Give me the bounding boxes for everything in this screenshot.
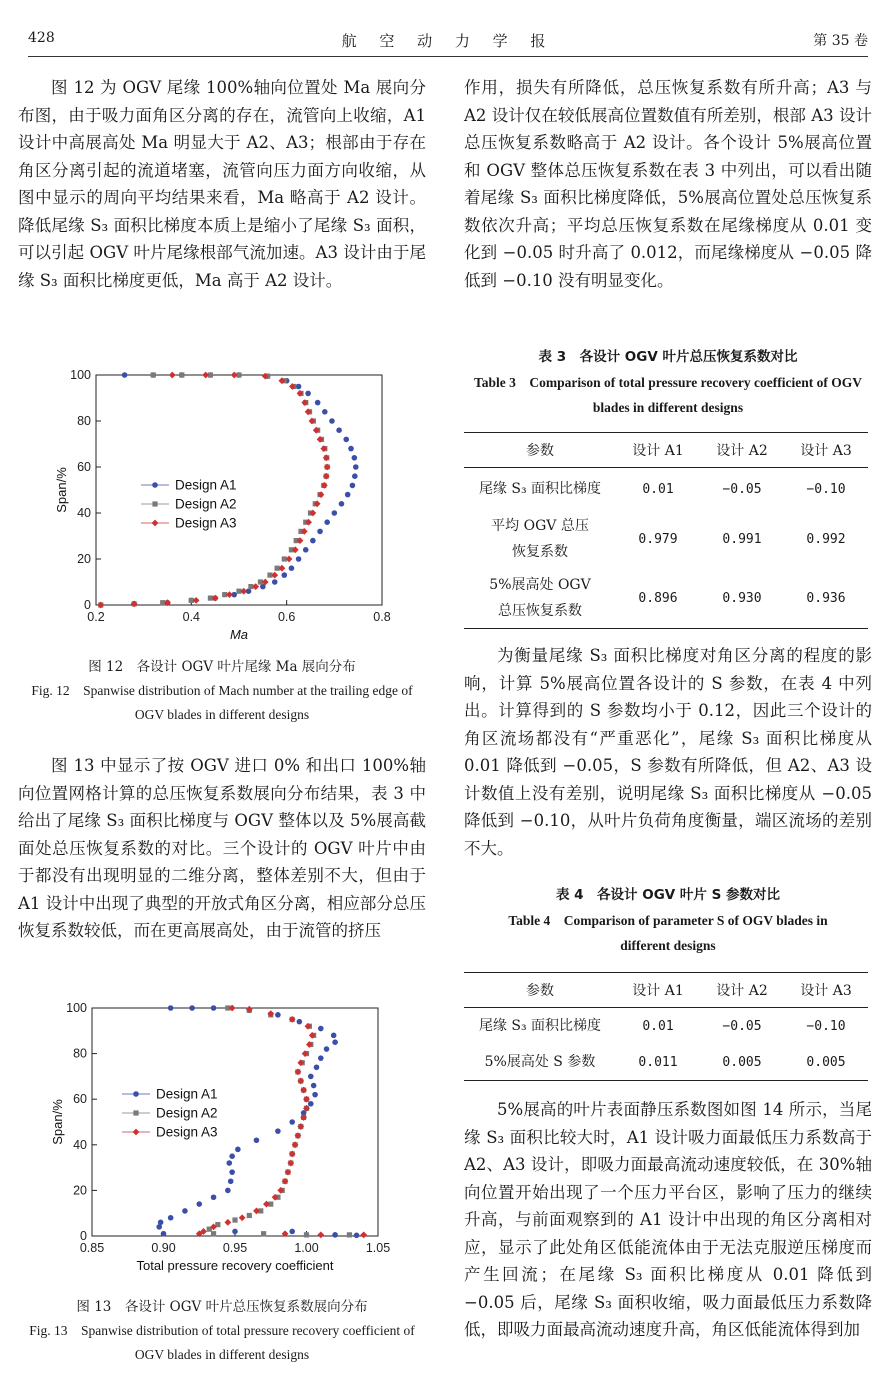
x-axis-label: Ma <box>229 627 249 642</box>
y-tick-label: 80 <box>77 414 91 428</box>
legend-label: Design A3 <box>175 515 237 531</box>
table-header-cell: 设计 A1 <box>616 973 700 1008</box>
table-cell: 0.01 <box>642 481 674 497</box>
data-point <box>312 1092 318 1098</box>
data-point <box>315 400 321 406</box>
data-point <box>314 1064 320 1070</box>
data-point <box>122 372 128 378</box>
series-3 <box>196 1005 367 1239</box>
table-header-cell: 参数 <box>464 973 616 1008</box>
data-point <box>343 437 349 443</box>
table-cell: 0.005 <box>784 1044 868 1081</box>
x-tick-label: 1.00 <box>294 1241 319 1255</box>
table-row <box>464 510 868 568</box>
data-point <box>324 519 330 525</box>
left-column <box>18 74 426 294</box>
x-tick-label: 0.6 <box>277 610 296 624</box>
data-point <box>297 1019 303 1025</box>
data-point <box>229 1169 235 1175</box>
y-tick-label: 60 <box>77 460 91 474</box>
data-point <box>289 1119 295 1125</box>
legend-marker <box>133 1091 139 1097</box>
y-tick-label: 0 <box>84 598 91 612</box>
data-point <box>317 1231 324 1238</box>
data-point <box>229 1153 235 1159</box>
data-point <box>189 1005 195 1011</box>
data-point <box>235 1147 241 1153</box>
x-tick-label: 0.2 <box>87 610 105 624</box>
y-tick-label: 80 <box>73 1046 87 1061</box>
data-point <box>151 372 156 377</box>
table-header-cell: 设计 A1 <box>616 433 700 468</box>
y-tick-label: 40 <box>77 506 91 520</box>
data-point <box>348 446 354 452</box>
data-point <box>272 579 278 585</box>
y-tick-label: 20 <box>77 552 91 566</box>
data-point <box>354 1233 360 1239</box>
table-cell: −0.05 <box>722 481 762 497</box>
table-cell: 0.011 <box>616 1044 700 1081</box>
data-point <box>196 1201 202 1207</box>
right-paragraph-1: 作用，损失有所降低，总压恢复系数有所升高；A3 与 A2 设计仅在较低展高位置数值有所差别，根部 A3 设计总压恢复系数略高于 A2 设计。各个设计 5%展高位置和 OGV 整体总压恢复系数在表 3 中列出，可以看出随着尾缘 S₃ 面积比梯度降低，5%展高位置处总压恢复系数依次升高；平均总压恢复系数在尾缘梯度从 0.01 变化到 −0.05 时升高了 0.012，而尾缘梯度从 −0.05 降低到 −0.10 没有明显变化。 <box>464 78 872 290</box>
x-tick-label: 0.8 <box>373 610 391 624</box>
figure-12-caption-cn: 图 12 各设计 OGV 叶片尾缘 Ma 展向分布 <box>88 659 356 675</box>
data-point <box>339 501 345 507</box>
data-point <box>332 1232 338 1238</box>
x-tick-label: 0.85 <box>79 1241 105 1255</box>
data-point <box>158 1220 164 1226</box>
running-header <box>28 30 868 57</box>
y-tick-label: 100 <box>70 368 91 382</box>
data-point <box>303 547 309 553</box>
data-point <box>322 409 328 415</box>
data-point <box>332 510 338 516</box>
legend-label: Design A1 <box>156 1086 218 1102</box>
data-point <box>296 384 302 390</box>
right-paragraph-1-wrap <box>464 74 872 294</box>
left-paragraph-2-wrap <box>18 752 426 945</box>
data-point <box>324 1046 330 1052</box>
legend-marker <box>133 1129 140 1136</box>
data-point <box>289 565 295 571</box>
data-point <box>254 1137 260 1143</box>
data-point <box>168 1215 174 1221</box>
table-header-cell: 设计 A2 <box>700 973 784 1008</box>
figure-13-caption-cn: 图 13 各设计 OGV 叶片总压恢复系数展向分布 <box>76 1299 368 1315</box>
data-point <box>226 1160 232 1166</box>
data-point <box>360 1231 367 1238</box>
data-point <box>224 1219 231 1226</box>
data-point <box>332 1039 338 1045</box>
data-point <box>336 427 342 433</box>
data-point <box>318 1055 324 1061</box>
data-point <box>305 391 311 397</box>
table-cell: 0.979 <box>638 531 678 547</box>
table-cell: −0.10 <box>806 1018 846 1034</box>
data-point <box>317 529 323 535</box>
y-tick-label: 60 <box>73 1092 87 1107</box>
figure-12-mach-chart <box>40 360 410 648</box>
right-paragraph-2: 为衡量尾缘 S₃ 面积比梯度对角区分离的程度的影响，计算 5%展高位置各设计的 S 参数，在表 4 中列出。计算得到的 S 参数均小于 0.12，因此三个设计的角区流场都没有“严重恶化”，尾缘 S₃ 面积比梯度从 0.01 降低到 −0.05，S 参数有所降低，但 A2、A3 设计数值上没有差别，说明尾缘 S₃ 面积比梯度从 −0.05 降低到 −0.10，从叶片负荷角度衡量，端区流场的差别不大。 <box>464 646 872 858</box>
legend-marker <box>133 1110 138 1115</box>
table-4 <box>464 882 872 1081</box>
table-cell: −0.05 <box>722 1018 762 1034</box>
data-point <box>211 1005 217 1011</box>
table-header-row <box>464 433 868 468</box>
table-4-caption-cn: 表 4 各设计 OGV 叶片 S 参数对比 <box>555 887 781 903</box>
plot-frame <box>96 375 382 605</box>
data-point <box>228 1178 234 1184</box>
y-tick-label: 100 <box>66 1001 87 1015</box>
table-header-cell: 设计 A2 <box>700 433 784 468</box>
series-2 <box>207 1005 352 1237</box>
legend-label: Design A2 <box>156 1105 218 1121</box>
data-point <box>352 455 358 461</box>
data-point <box>347 1232 352 1237</box>
table-cell: −0.10 <box>806 481 846 497</box>
table-cell: 5%展高处 S 参数 <box>464 1044 616 1081</box>
table-cell: 0.930 <box>700 568 784 629</box>
table-cell: 尾缘 S₃ 面积比梯度 <box>478 1018 602 1034</box>
data-point <box>232 1229 238 1235</box>
data-point <box>304 1232 309 1237</box>
right-paragraph-3: 5%展高的叶片表面静压系数图如图 14 所示，当尾缘 S₃ 面积比较大时，A1 设计吸力面最低压力系数高于 A2、A3 设计，即吸力面最高流动速度较低，在 30%轴向位置开始出现了一个压力平台区，影响了压力的继续升高，与前面观察到的 A1 设计中出现的角区分离相对应，显示了此处角区低能流体由于无法克服逆压梯度而产生回流；在尾缘 S₃ 面积比梯度从 0.01 降低到 −0.05 后，尾缘 S₃ 面积收缩，吸力面最低压力系数降低，即吸力面最高流动速度升高，角区低能流体得到加 <box>464 1100 872 1339</box>
figure-13-caption <box>18 1296 426 1367</box>
data-point <box>168 1005 174 1011</box>
data-point <box>232 1217 237 1222</box>
table-cell: 0.005 <box>700 1044 784 1081</box>
data-point <box>311 1083 317 1089</box>
x-tick-label: 1.05 <box>365 1241 391 1255</box>
series-1 <box>156 1005 359 1238</box>
figure-13-recovery-chart <box>40 994 410 1290</box>
table-header-row <box>464 973 868 1008</box>
x-tick-label: 0.90 <box>151 1241 176 1255</box>
table-cell: 尾缘 S₃ 面积比梯度 <box>478 481 602 497</box>
table-row <box>464 468 868 511</box>
y-tick-label: 20 <box>73 1183 87 1198</box>
data-point <box>211 1231 216 1236</box>
left-paragraph-2: 图 13 中显示了按 OGV 进口 0% 和出口 100%轴向位置网格计算的总压恢复系数展向分布结果，表 3 中给出了尾缘 S₃ 面积比梯度与 OGV 整体以及 5%展高截面处总压恢复系数的对比。三个设计的 OGV 叶片中由于都没有出现明显的二维分离，整体差别不大，但由于 A1 设计中出现了典型的开放式角区分离，相应部分总压恢复系数较低，而在更高展高处，由于流管的挤压 <box>18 756 426 940</box>
table-header-cell: 设计 A3 <box>784 433 868 468</box>
data-point <box>350 483 356 489</box>
legend-label: Design A2 <box>175 496 237 512</box>
data-point <box>308 1074 314 1080</box>
data-point <box>352 473 358 479</box>
data-point <box>275 1012 281 1018</box>
data-point <box>329 418 335 424</box>
data-point <box>161 1231 167 1237</box>
table-row <box>464 568 868 629</box>
data-point <box>310 538 316 544</box>
x-axis-label: Total pressure recovery coefficient <box>136 1258 334 1273</box>
data-point <box>296 556 302 562</box>
legend-marker <box>152 482 158 488</box>
table-cell: 0.992 <box>806 531 846 547</box>
table-3-caption-en: Table 3 Comparison of total pressure recovery coefficient of OGV blades in different designs <box>474 375 862 415</box>
data-point <box>261 1231 266 1236</box>
right-paragraph-3-wrap <box>464 1096 872 1344</box>
y-axis-label: Span/% <box>54 467 69 513</box>
data-point <box>225 1188 231 1194</box>
y-tick-label: 0 <box>80 1229 87 1243</box>
right-paragraph-2-wrap <box>464 642 872 862</box>
data-point <box>345 492 351 498</box>
legend-label: Design A3 <box>156 1124 218 1140</box>
table-header-cell: 参数 <box>464 433 616 468</box>
data-point <box>281 572 287 578</box>
data-point <box>182 1208 188 1214</box>
figure-12-caption <box>18 656 426 727</box>
x-tick-label: 0.4 <box>182 610 201 624</box>
x-tick-label: 0.95 <box>222 1241 248 1255</box>
data-point <box>247 1213 252 1218</box>
y-tick-label: 40 <box>73 1137 87 1152</box>
journal-title: 航 空 动 力 学 报 <box>341 32 555 50</box>
table-4-grid <box>464 972 868 1081</box>
table-cell: 0.991 <box>722 531 762 547</box>
volume-label: 第 35 卷 <box>813 33 868 49</box>
table-row <box>464 1008 868 1045</box>
table-4-caption-en: Table 4 Comparison of parameter S of OGV blades in different designs <box>508 913 828 953</box>
data-point <box>331 1033 337 1039</box>
table-cell: 5%展高处 OGV 总压恢复系数 <box>464 568 616 629</box>
left-paragraph-1: 图 12 为 OGV 尾缘 100%轴向位置处 Ma 展向分布图，由于吸力面角区分离的存在，流管向上收缩，A1 设计中高展高处 Ma 明显大于 A2、A3；根部由于存在角区分离引起的流道堵塞，流管向压力面方向收缩，从图中显示的周向平均结果来看，Ma 略高于 A2 设计。降低尾缘 S₃ 面积比梯度本质上是缩小了尾缘 S₃ 面积，可以引起 OGV 叶片尾缘根部气流加速。A3 设计由于尾缘 S₃ 面积比梯度更低，Ma 高于 A2 设计。 <box>18 78 426 290</box>
data-point <box>239 1214 246 1221</box>
table-3-grid <box>464 432 868 629</box>
table-cell: 0.896 <box>616 568 700 629</box>
figure-13-caption-en: Fig. 13 Spanwise distribution of total pressure recovery coefficient of OGV blades in different designs <box>29 1323 415 1362</box>
data-point <box>211 1194 217 1200</box>
table-3 <box>464 344 872 629</box>
legend-label: Design A1 <box>175 477 237 493</box>
table-header-cell: 设计 A3 <box>784 973 868 1008</box>
data-point <box>169 372 176 379</box>
table-cell: 0.01 <box>642 1018 674 1034</box>
data-point <box>179 372 184 377</box>
table-3-caption-cn: 表 3 各设计 OGV 叶片总压恢复系数对比 <box>538 349 798 365</box>
legend-marker <box>152 520 159 527</box>
legend-marker <box>152 501 157 506</box>
page-number: 428 <box>28 30 55 46</box>
data-point <box>318 1026 324 1032</box>
table-cell: 0.936 <box>784 568 868 629</box>
data-point <box>289 1229 295 1235</box>
y-axis-label: Span/% <box>50 1099 65 1145</box>
data-point <box>353 464 359 470</box>
table-cell: 平均 OGV 总压恢复系数 <box>491 518 589 560</box>
data-point <box>275 1128 281 1134</box>
figure-12-caption-en: Fig. 12 Spanwise distribution of Mach number at the trailing edge of OGV blades in different designs <box>31 683 413 722</box>
table-row <box>464 1044 868 1081</box>
